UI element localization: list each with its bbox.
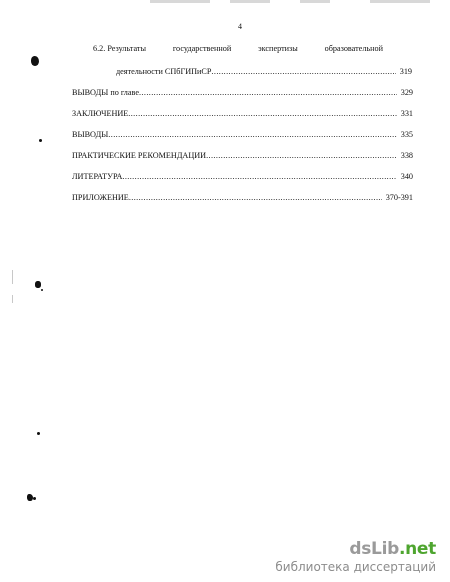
toc-word: экспертизы	[258, 44, 298, 53]
toc-entry-appendix	[72, 193, 413, 203]
leader-dots	[128, 109, 396, 119]
toc-entry-conclusion	[72, 109, 413, 119]
leader-dots	[139, 88, 397, 98]
toc-entry-label: ВЫВОДЫ	[72, 130, 109, 139]
watermark-logo	[275, 539, 436, 559]
toc-page-number: 329	[400, 88, 413, 97]
page-number: 4	[238, 22, 242, 31]
scan-speck	[39, 139, 42, 142]
watermark-brand-tld: .net	[398, 539, 436, 559]
toc-word: 6.2. Результаты	[93, 44, 146, 53]
toc-word: государственной	[172, 44, 232, 53]
toc-page-number: 331	[400, 109, 413, 118]
toc-entry-title	[93, 44, 383, 54]
scan-speck	[37, 432, 40, 435]
scan-speck	[41, 289, 43, 291]
scan-margin-mark	[12, 295, 13, 303]
leader-dots	[206, 151, 397, 161]
scan-speck	[33, 497, 36, 500]
toc-entry-conclusions-chapter	[72, 88, 413, 98]
toc-page-number: 370-391	[385, 193, 413, 202]
toc-page-number: 335	[400, 130, 413, 139]
scan-speck	[31, 56, 39, 66]
watermark-subtitle: библиотека диссертаций	[275, 560, 436, 574]
toc-entry-recommendations	[72, 151, 413, 161]
toc-word: образовательной	[324, 44, 383, 53]
toc-entry-label: ЛИТЕРАТУРА	[72, 172, 123, 181]
scan-speck	[35, 281, 41, 288]
leader-dots	[122, 172, 396, 182]
toc-entry-literature	[72, 172, 413, 182]
toc-entry-label: ПРАКТИЧЕСКИЕ РЕКОМЕНДАЦИИ	[72, 151, 207, 160]
toc-entry-label: ЗАКЛЮЧЕНИЕ	[72, 109, 129, 118]
watermark-brand: dsLib	[349, 539, 399, 559]
toc-page-number: 338	[400, 151, 413, 160]
toc-entry-6-2-continuation	[116, 67, 412, 77]
leader-dots	[211, 67, 395, 77]
toc-entry-label: деятельности СПбГИПиСР	[116, 67, 212, 76]
scan-margin-mark	[12, 270, 13, 284]
toc-entry-label: ПРИЛОЖЕНИЕ	[72, 193, 129, 202]
leader-dots	[108, 130, 396, 140]
watermark	[275, 539, 436, 574]
toc-page-number: 340	[400, 172, 413, 181]
toc-entry-label: ВЫВОДЫ по главе	[72, 88, 139, 97]
toc-entry-findings	[72, 130, 413, 140]
toc-entry-6-2	[93, 44, 383, 54]
leader-dots	[129, 193, 382, 203]
toc-page-number: 319	[399, 67, 412, 76]
